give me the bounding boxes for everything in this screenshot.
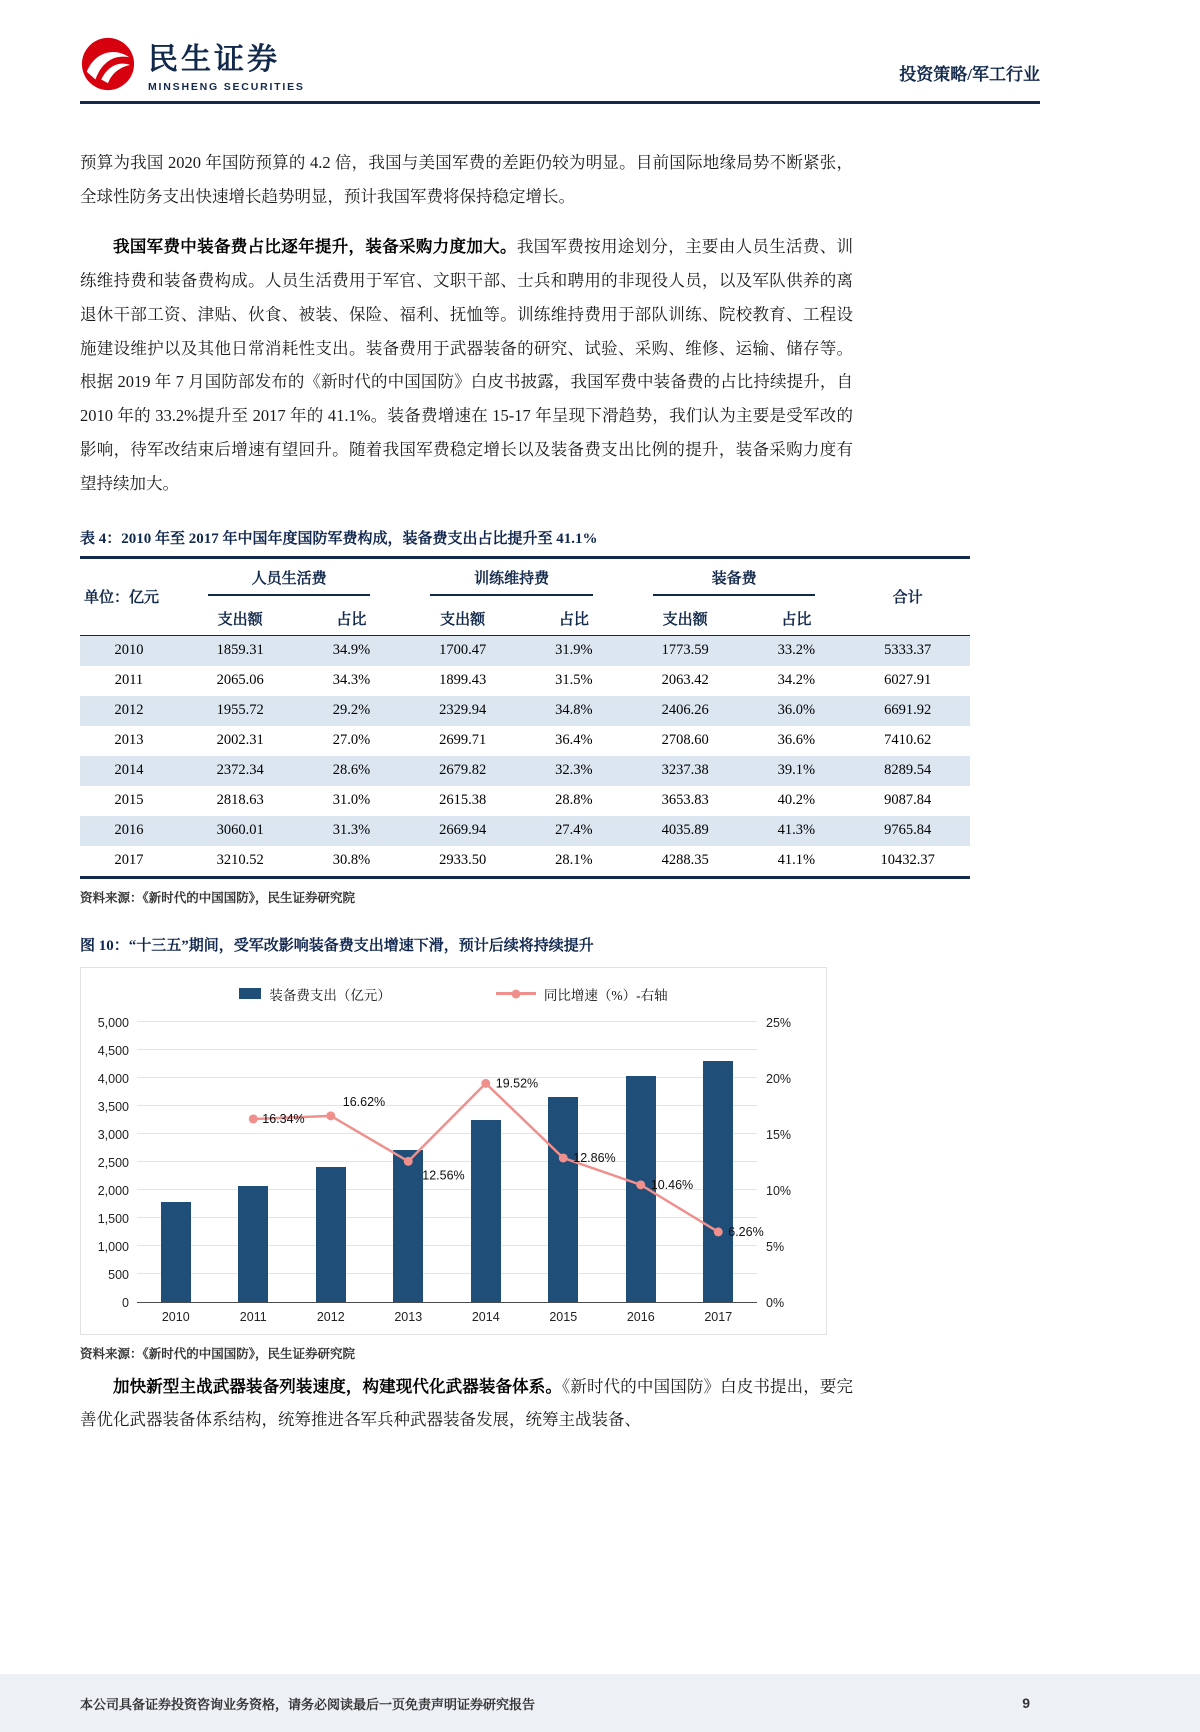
value-cell: 3653.83 xyxy=(661,792,709,809)
left-axis-tick-label: 0 xyxy=(122,1295,129,1310)
value-cell: 4035.89 xyxy=(661,822,709,839)
x-axis-label: 2010 xyxy=(161,1309,190,1324)
table-row xyxy=(80,666,970,696)
page-footer xyxy=(0,1674,1200,1732)
paragraph-text: 预算为我国 2020 年国防预算的 4.2 倍，我国与美国军费的差距仍较为明显。目前国际地缘局势不断紧张，全球性防务支出快速增长趋势明显，预计我国军费将保持稳定增长。 xyxy=(80,153,853,206)
year-cell: 2016 xyxy=(114,822,144,839)
left-axis-tick-label: 500 xyxy=(108,1267,129,1282)
paragraph-lead-bold: 我国军费中装备费占比逐年提升，装备采购力度加大。 xyxy=(113,237,517,257)
plot-area xyxy=(137,1022,764,1303)
value-cell: 30.8% xyxy=(332,852,371,869)
left-axis-tick-label: 1,000 xyxy=(97,1239,129,1254)
table-row xyxy=(80,846,970,878)
plot-row xyxy=(81,1015,826,1310)
left-axis-tick-label: 2,000 xyxy=(97,1183,129,1198)
value-cell: 32.3% xyxy=(555,762,593,779)
year-cell: 2014 xyxy=(114,762,144,779)
company-logo xyxy=(80,34,305,93)
sub-header: 支出额 xyxy=(178,602,303,636)
value-cell: 8289.54 xyxy=(884,762,932,779)
value-cell: 1700.47 xyxy=(439,642,487,659)
value-cell: 10432.37 xyxy=(880,852,935,869)
table-row xyxy=(80,726,970,756)
value-cell: 33.2% xyxy=(777,642,816,659)
value-cell: 41.1% xyxy=(777,852,816,869)
table-row xyxy=(80,756,970,786)
equipment-spending-chart xyxy=(80,967,827,1335)
logo-name-en: MINSHENG SECURITIES xyxy=(148,81,305,93)
left-axis-tick-label: 3,000 xyxy=(97,1127,129,1142)
left-axis-tick-label: 1,500 xyxy=(97,1211,129,1226)
group-header-personnel xyxy=(178,557,400,602)
value-cell: 29.2% xyxy=(332,702,371,719)
legend-bar-label: 装备费支出（亿元） xyxy=(269,987,391,1003)
value-cell: 2615.38 xyxy=(439,792,487,809)
value-cell: 2669.94 xyxy=(439,822,487,839)
value-cell: 2933.50 xyxy=(439,852,487,869)
left-axis-tick-label: 2,500 xyxy=(97,1155,129,1170)
right-axis-tick-label: 20% xyxy=(766,1071,792,1086)
legend-line-label: 同比增速（%）-右轴 xyxy=(543,987,668,1003)
table-title: 表 4：2010 年至 2017 年中国年度国防军费构成，装备费支出占比提升至 41.1% xyxy=(80,530,598,547)
value-cell: 41.3% xyxy=(777,822,816,839)
table-row xyxy=(80,696,970,726)
header-divider xyxy=(80,101,1040,104)
value-cell: 2063.42 xyxy=(661,672,709,689)
value-cell: 5333.37 xyxy=(884,642,932,659)
x-axis-label: 2015 xyxy=(549,1309,578,1324)
value-cell: 34.3% xyxy=(332,672,371,689)
paragraph-text: 《新时代的中国国防》白皮书提出，要完善优化武器装备体系结构，统筹推进各军兵种武器装备发展，统筹主战装备、 xyxy=(80,1376,854,1430)
value-cell: 6027.91 xyxy=(884,672,932,689)
x-axis-label: 2012 xyxy=(316,1309,345,1324)
value-cell: 2065.06 xyxy=(216,672,264,689)
report-category: 投资策略/军工行业 xyxy=(899,65,1040,84)
logo-name-cn: 民生证券 xyxy=(148,43,280,76)
year-cell: 2013 xyxy=(114,732,144,749)
svg-text:12.56%: 12.56% xyxy=(422,1167,465,1182)
svg-text:12.86%: 12.86% xyxy=(573,1150,616,1165)
value-cell: 3210.52 xyxy=(216,852,264,869)
value-cell: 2372.34 xyxy=(216,762,264,779)
svg-text:16.62%: 16.62% xyxy=(342,1094,386,1109)
line-marker-swatch xyxy=(511,989,520,998)
svg-text:10.46%: 10.46% xyxy=(650,1177,694,1192)
value-cell: 1773.59 xyxy=(661,642,709,659)
paragraph-lead-bold: 加快新型主战武器装备列装速度，构建现代化武器装备体系。 xyxy=(113,1376,563,1396)
value-cell: 2818.63 xyxy=(216,792,264,809)
sub-header: 占比 xyxy=(302,602,400,636)
paragraph-text: 我国军费按用途划分，主要由人员生活费、训练维持费和装备费构成。人员生活费用于军官、文职干部、士兵和聘用的非现役人员，以及军队供养的离退休干部工资、津贴、伙食、被装、保险、福利、抚恤等。训练维持费用于部队训练、院校教育、工程设施建设维护以及其他日常消耗性支出。装备费用于武器装备的研究、试验、采购、维修、运输、储存等。根据 2019 年 7 月国防部发布的《新时代的中国国防》白皮书披露，我国军费中装备费的占比持续提升，自 2010 年的 33.2%提升至 2017 年的 41.1%。装备费增速在 15-17 年呈现下滑趋势，我们认为主要是受军改的影响，待军改结束后增速有望回升。随着我国军费稳定增长以及装备费支出比例的提升，装备采购力度有望持续加大。 xyxy=(80,237,854,493)
value-cell: 34.8% xyxy=(555,702,593,719)
legend-bar-item xyxy=(239,984,391,1004)
group-header-total: 合计 xyxy=(845,557,970,635)
figure-title: 图 10：“十三五”期间，受军改影响装备费支出增速下滑，预计后续将持续提升 xyxy=(80,937,594,954)
value-cell: 34.9% xyxy=(332,642,371,659)
group-header-equipment xyxy=(623,557,845,602)
value-cell: 1955.72 xyxy=(216,702,264,719)
logo-text xyxy=(148,34,305,93)
value-cell: 28.6% xyxy=(332,762,371,779)
sub-header: 占比 xyxy=(747,602,845,636)
value-cell: 40.2% xyxy=(777,792,816,809)
value-cell: 31.0% xyxy=(332,792,371,809)
value-cell: 36.0% xyxy=(777,702,816,719)
minsheng-logo-icon xyxy=(80,36,136,92)
value-cell: 2699.71 xyxy=(439,732,487,749)
body-paragraph-3 xyxy=(80,1370,853,1438)
year-cell: 2011 xyxy=(114,672,144,689)
x-axis-label: 2014 xyxy=(471,1309,500,1324)
value-cell: 31.3% xyxy=(332,822,371,839)
left-axis-tick-label: 5,000 xyxy=(97,1015,129,1030)
value-cell: 2708.60 xyxy=(661,732,709,749)
value-cell: 27.4% xyxy=(555,822,593,839)
x-axis xyxy=(137,1303,757,1324)
value-cell: 28.1% xyxy=(555,852,593,869)
report-header xyxy=(80,34,1040,93)
table-sub-header-row xyxy=(80,602,970,636)
page-number: 9 xyxy=(1022,1695,1030,1711)
right-axis-tick-label: 10% xyxy=(766,1183,792,1198)
value-cell: 9087.84 xyxy=(884,792,932,809)
value-cell: 31.9% xyxy=(555,642,593,659)
body-paragraph-1 xyxy=(80,146,853,214)
value-cell: 28.8% xyxy=(555,792,593,809)
budget-table-body xyxy=(80,635,970,877)
right-axis-tick-label: 0% xyxy=(766,1295,785,1310)
line-series-swatch xyxy=(496,992,536,995)
page-content xyxy=(80,146,1200,1437)
value-cell: 34.2% xyxy=(777,672,816,689)
group-header-label: 人员生活费 xyxy=(208,567,370,596)
x-axis-label: 2011 xyxy=(239,1309,267,1324)
unit-label: 单位：亿元 xyxy=(80,557,178,635)
table-source: 资料来源：《新时代的中国国防》，民生证券研究院 xyxy=(80,890,356,905)
group-header-training xyxy=(400,557,622,602)
right-axis-tick-label: 25% xyxy=(766,1015,792,1030)
left-axis-tick-label: 4,500 xyxy=(97,1043,129,1058)
left-axis-tick-label: 3,500 xyxy=(97,1099,129,1114)
right-axis-tick-label: 15% xyxy=(766,1127,792,1142)
left-axis xyxy=(81,1015,137,1310)
left-axis-tick-label: 4,000 xyxy=(97,1071,129,1086)
group-header-label: 训练维持费 xyxy=(430,567,592,596)
value-cell: 3237.38 xyxy=(661,762,709,779)
table-row xyxy=(80,816,970,846)
svg-text:19.52%: 19.52% xyxy=(495,1076,539,1091)
value-cell: 36.4% xyxy=(555,732,593,749)
year-cell: 2015 xyxy=(114,792,144,809)
right-axis xyxy=(757,1015,805,1310)
table-row xyxy=(80,635,970,666)
year-cell: 2010 xyxy=(114,642,144,659)
svg-text:16.34%: 16.34% xyxy=(262,1111,305,1126)
x-axis-label: 2017 xyxy=(704,1309,733,1324)
table-group-header-row xyxy=(80,557,970,602)
value-cell: 2002.31 xyxy=(216,732,264,749)
chart-legend xyxy=(81,984,826,1004)
value-cell: 2679.82 xyxy=(439,762,487,779)
x-axis-row xyxy=(81,1303,826,1324)
year-cell: 2012 xyxy=(114,702,144,719)
growth-line-layer xyxy=(137,1022,764,1302)
body-paragraph-2 xyxy=(80,230,853,501)
svg-text:6.26%: 6.26% xyxy=(728,1224,764,1239)
value-cell: 31.5% xyxy=(555,672,593,689)
value-cell: 2406.26 xyxy=(661,702,709,719)
value-cell: 6691.92 xyxy=(884,702,932,719)
right-axis-tick-label: 5% xyxy=(766,1239,785,1254)
value-cell: 1899.43 xyxy=(439,672,487,689)
value-cell: 7410.62 xyxy=(884,732,932,749)
sub-header: 支出额 xyxy=(400,602,525,636)
sub-header: 占比 xyxy=(525,602,623,636)
year-cell: 2017 xyxy=(114,852,144,869)
value-cell: 39.1% xyxy=(777,762,816,779)
defense-budget-table xyxy=(80,556,970,879)
sub-header: 支出额 xyxy=(623,602,748,636)
x-axis-label: 2016 xyxy=(626,1309,655,1324)
footer-disclaimer: 本公司具备证券投资咨询业务资格，请务必阅读最后一页免责声明证券研究报告 xyxy=(80,1696,536,1712)
value-cell: 3060.01 xyxy=(216,822,264,839)
value-cell: 27.0% xyxy=(332,732,371,749)
value-cell: 36.6% xyxy=(777,732,816,749)
value-cell: 4288.35 xyxy=(661,852,709,869)
value-cell: 1859.31 xyxy=(216,642,264,659)
x-axis-label: 2013 xyxy=(394,1309,423,1324)
legend-line-item xyxy=(496,984,668,1004)
group-header-label: 装备费 xyxy=(653,567,815,596)
value-cell: 9765.84 xyxy=(884,822,932,839)
bar-series-swatch xyxy=(239,988,261,999)
figure-source: 资料来源：《新时代的中国国防》，民生证券研究院 xyxy=(80,1346,356,1361)
value-cell: 2329.94 xyxy=(439,702,487,719)
table-row xyxy=(80,786,970,816)
